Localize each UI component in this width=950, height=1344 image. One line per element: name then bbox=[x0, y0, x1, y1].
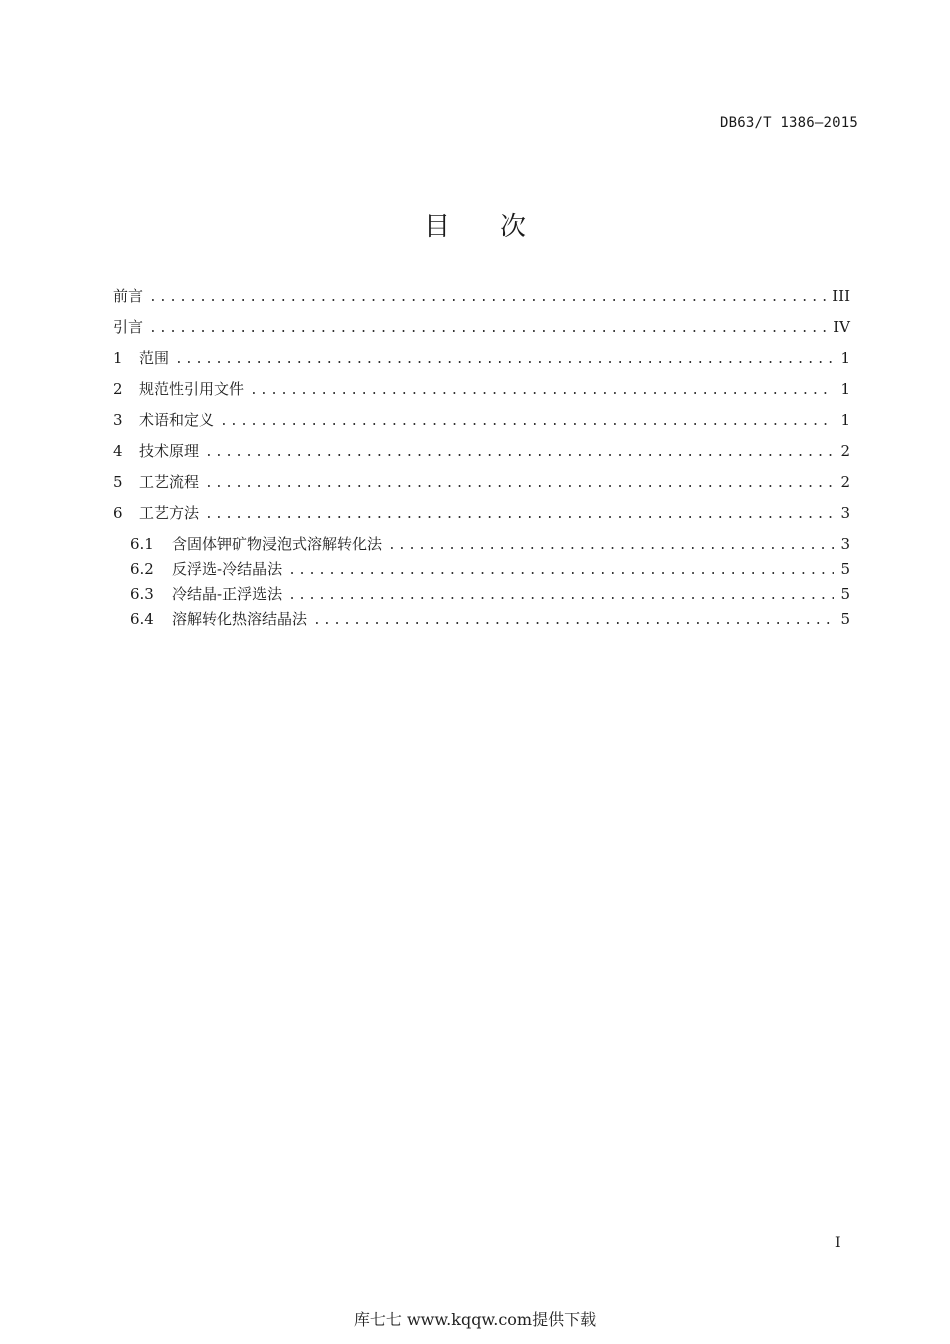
page-number: I bbox=[835, 1235, 841, 1251]
toc-entry-label: 工艺方法 bbox=[139, 504, 200, 522]
toc-entry-label: 含固体钾矿物浸泡式溶解转化法 bbox=[172, 535, 383, 553]
toc-entry-number: 6.4 bbox=[130, 610, 154, 628]
toc-entry-process-methods[interactable] bbox=[113, 503, 850, 523]
toc-entry-number: 3 bbox=[113, 411, 123, 429]
toc-leader bbox=[288, 561, 834, 581]
toc-entry-page: 3 bbox=[840, 504, 850, 522]
standard-code: DB63/T 1386—2015 bbox=[719, 115, 858, 131]
toc-entry-page: 3 bbox=[840, 535, 850, 553]
toc-leader bbox=[149, 288, 826, 308]
toc-entry-label: 冷结晶-正浮选法 bbox=[172, 585, 283, 603]
toc-leader bbox=[175, 350, 834, 370]
toc-leader bbox=[205, 443, 834, 463]
toc-entry-number: 6.1 bbox=[130, 535, 154, 553]
toc-leader bbox=[250, 381, 834, 401]
download-watermark: 库七七 www.kqqw.com提供下载 bbox=[353, 1310, 597, 1329]
toc-entry-page: 5 bbox=[840, 560, 850, 578]
toc-entry-label: 溶解转化热溶结晶法 bbox=[172, 610, 308, 628]
toc-entry-label: 反浮选-冷结晶法 bbox=[172, 560, 283, 578]
toc-entry-label: 范围 bbox=[139, 349, 170, 367]
page-title bbox=[0, 206, 950, 243]
toc-leader bbox=[220, 412, 834, 432]
toc-entry-number: 6.3 bbox=[130, 585, 154, 603]
toc-entry-label: 引言 bbox=[113, 318, 144, 336]
toc-leader bbox=[149, 319, 827, 339]
toc-entry-label: 前言 bbox=[113, 287, 144, 305]
toc-entry-page: IV bbox=[833, 318, 850, 336]
toc-entry-normative-references[interactable] bbox=[113, 379, 850, 399]
toc-entry-number: 1 bbox=[113, 349, 123, 367]
toc-entry-scope[interactable] bbox=[113, 348, 850, 368]
toc-entry-introduction[interactable] bbox=[113, 317, 850, 337]
toc-entry-page: III bbox=[832, 287, 850, 305]
toc-entry-label: 规范性引用文件 bbox=[139, 380, 245, 398]
toc-entry-technical-principle[interactable] bbox=[113, 441, 850, 461]
toc-entry-label: 工艺流程 bbox=[139, 473, 200, 491]
toc-entry-page: 5 bbox=[840, 610, 850, 628]
toc-leader bbox=[388, 536, 834, 556]
toc-entry-page: 1 bbox=[840, 411, 850, 429]
toc-leader bbox=[205, 474, 834, 494]
toc-entry-page: 2 bbox=[840, 473, 850, 491]
toc-subentry-6-2[interactable] bbox=[113, 559, 850, 579]
toc-entry-number: 5 bbox=[113, 473, 123, 491]
toc-entry-number: 6.2 bbox=[130, 560, 154, 578]
toc-entry-page: 1 bbox=[840, 380, 850, 398]
toc-entry-terms-definitions[interactable] bbox=[113, 410, 850, 430]
toc-entry-number: 2 bbox=[113, 380, 123, 398]
toc-entry-page: 5 bbox=[840, 585, 850, 603]
toc-entry-foreword[interactable] bbox=[113, 286, 850, 306]
toc-leader bbox=[313, 611, 834, 631]
toc-leader bbox=[205, 505, 834, 525]
toc-entry-page: 1 bbox=[840, 349, 850, 367]
toc-entry-page: 2 bbox=[840, 442, 850, 460]
toc-entry-process-flow[interactable] bbox=[113, 472, 850, 492]
table-of-contents bbox=[113, 286, 850, 634]
toc-entry-number: 4 bbox=[113, 442, 123, 460]
toc-entry-label: 技术原理 bbox=[139, 442, 200, 460]
toc-subentry-6-4[interactable] bbox=[113, 609, 850, 629]
toc-subentry-6-1[interactable] bbox=[113, 534, 850, 554]
toc-entry-label: 术语和定义 bbox=[139, 411, 215, 429]
toc-entry-number: 6 bbox=[113, 504, 123, 522]
toc-leader bbox=[288, 586, 834, 606]
title-char-2: 次 bbox=[500, 212, 527, 242]
title-char-1: 目 bbox=[423, 212, 450, 242]
toc-subentry-6-3[interactable] bbox=[113, 584, 850, 604]
